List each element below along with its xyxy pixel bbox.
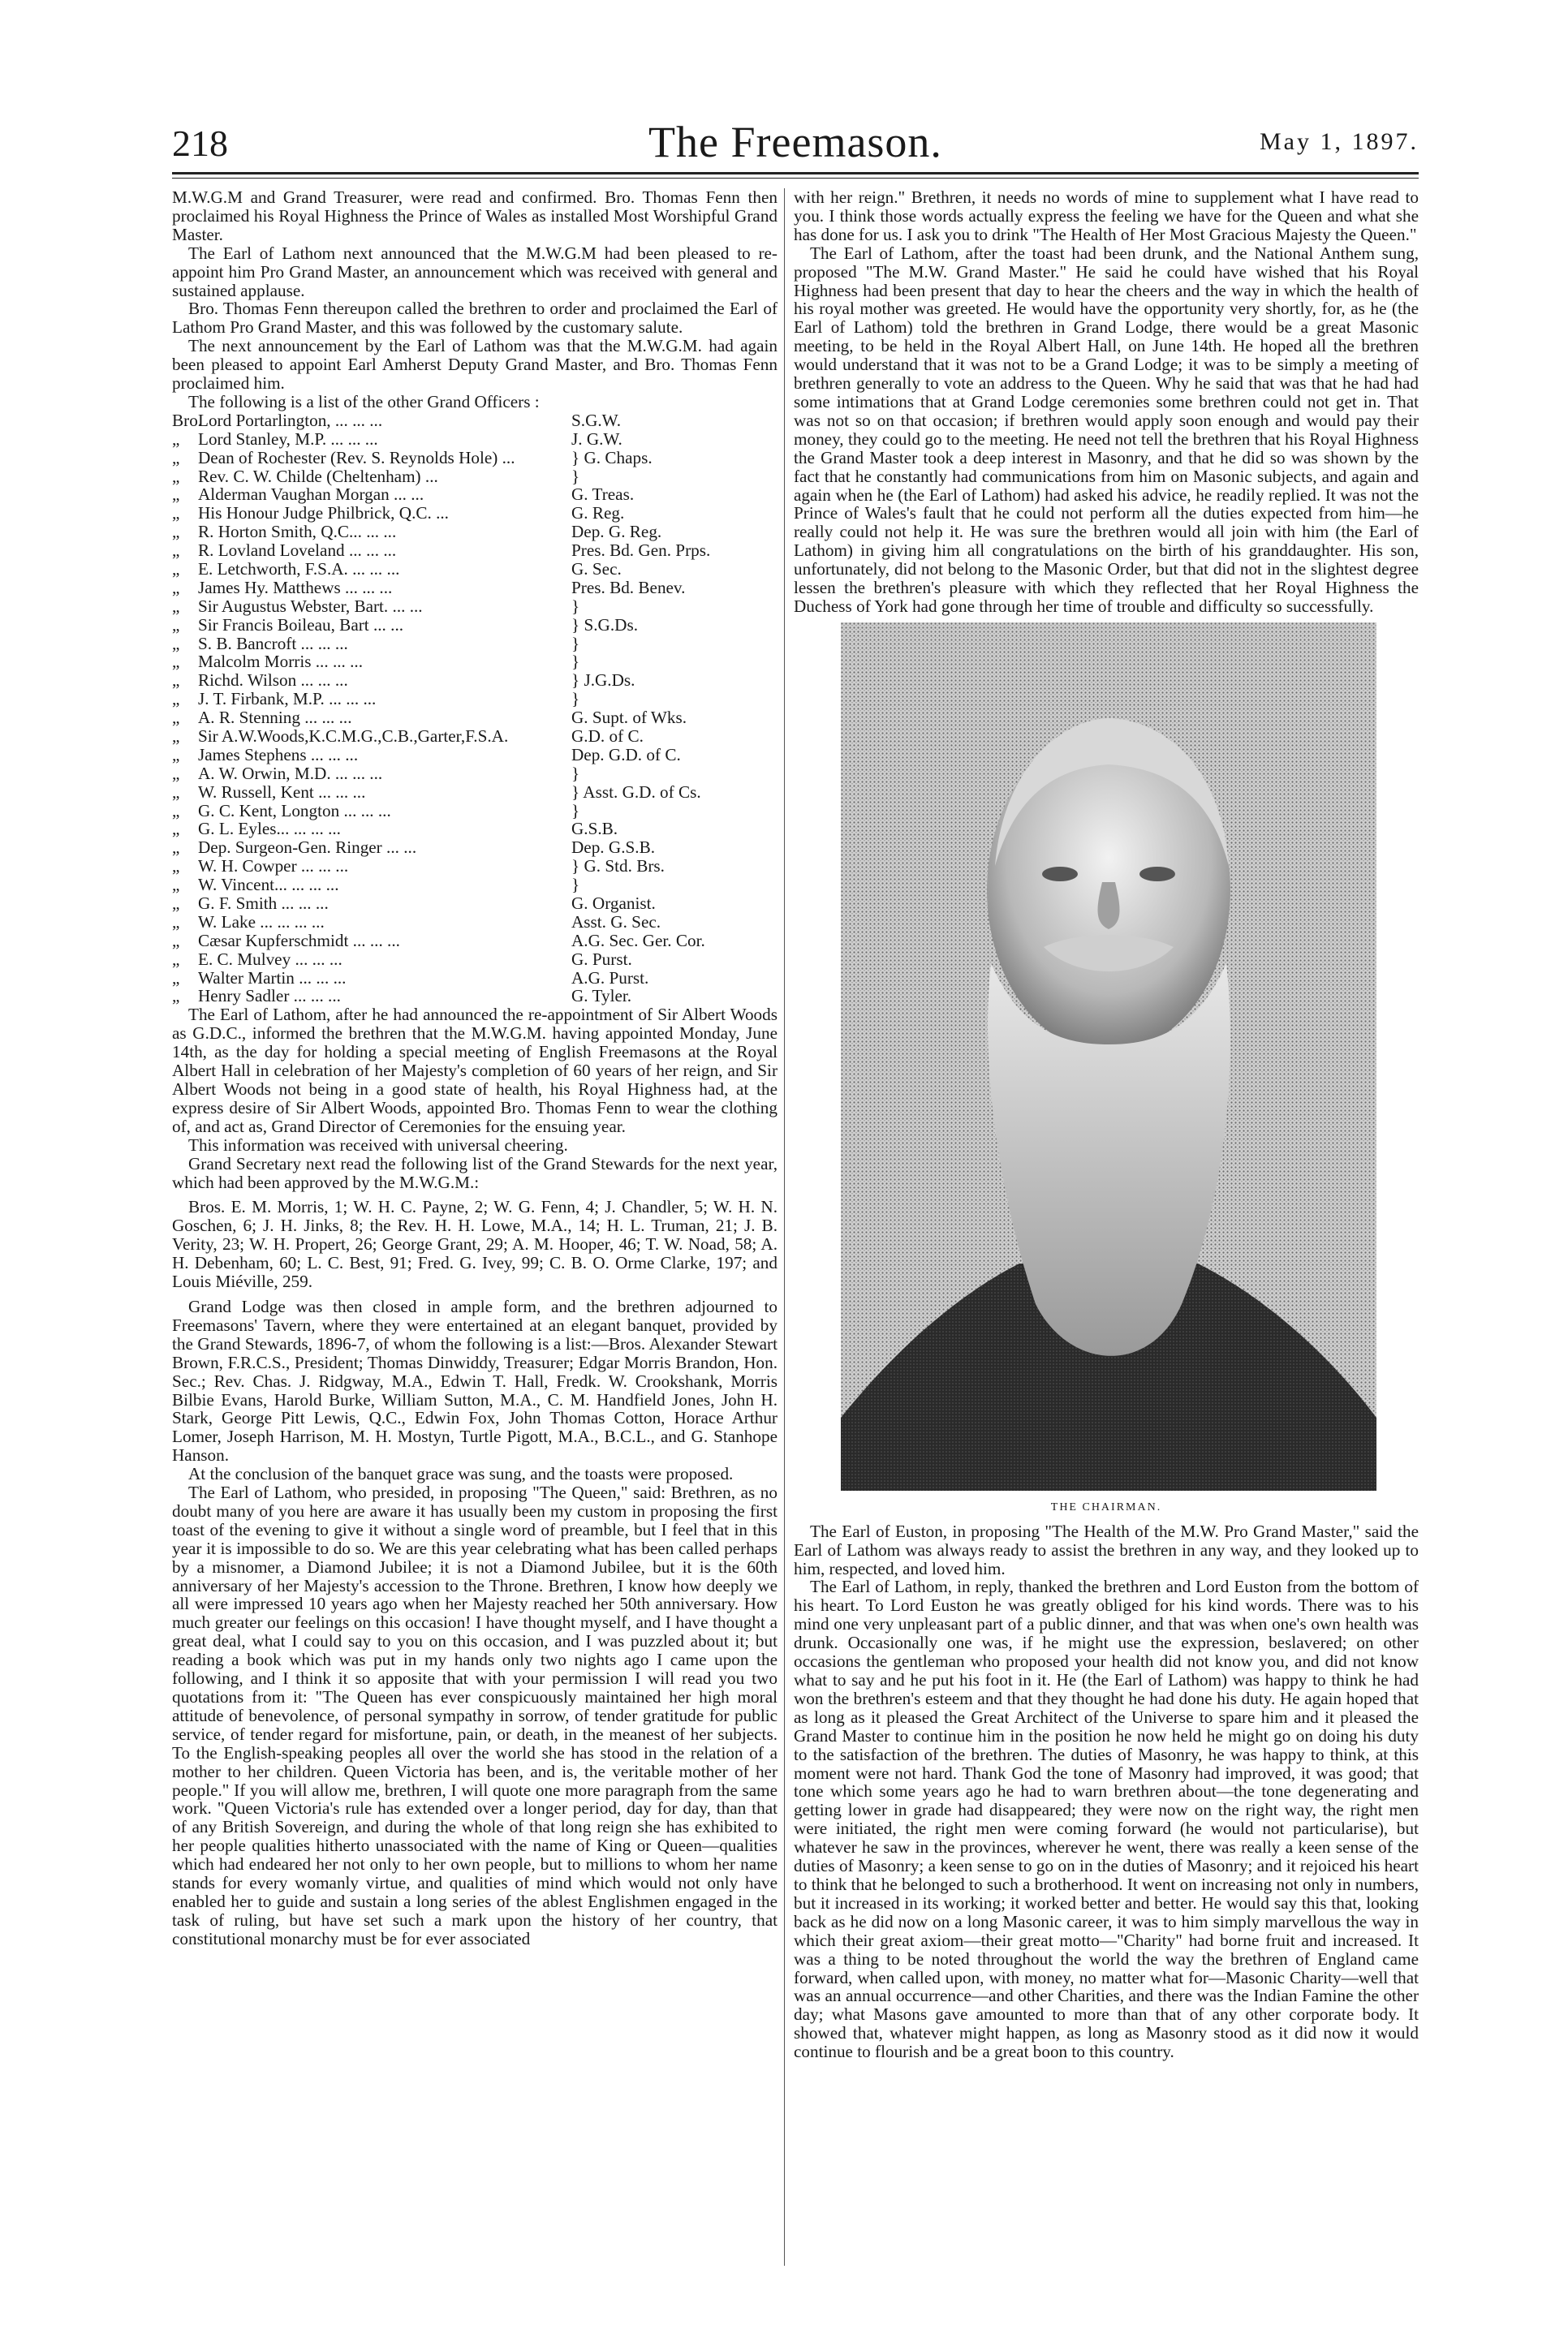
officer-title: } [571,689,580,709]
officer-title: G. Purst. [571,949,632,969]
officer-title: Dep. G.S.B. [571,837,655,858]
officer-title: } G. Std. Brs. [571,856,665,876]
officer-row [172,652,778,671]
column-divider [784,188,785,2266]
officer-title: Dep. G.D. of C. [571,744,681,764]
officer-name: J. T. Firbank, M.P. ... ... ... [198,689,377,709]
officer-prefix: „ [172,911,180,932]
officer-prefix: „ [172,614,180,635]
officer-row [172,764,778,783]
officer-title: } Asst. G.D. of Cs. [571,781,701,802]
officer-row [172,430,778,449]
officer-title: } [571,633,580,653]
officer-prefix: „ [172,428,180,449]
officer-row [172,913,778,932]
officer-name: Lord Portarlington, ... ... ... [198,410,383,430]
officer-prefix: „ [172,708,180,728]
officer-row [172,671,778,690]
officer-name: Richd. Wilson ... ... ... [198,670,348,691]
paragraph: Grand Lodge was then closed in ample form, and the brethren adjourned to Freemasons' Tavern, where they were entertained at an elegant banquet, provided by the Grand Stewards, 1896-7, of whom the following is a list:—Bros. Alexander Stewart Brown, F.R.C.S., President; Thomas Dinwiddy, Treasurer; Edgar Morris Brandon, Hon. Sec.; Rev. Chas. J. Ridgway, M.A., Edwin T. Hall, Fredk. W. Crookshank, Morris Bilbie Evans, Harold Burke, William Sutton, M.A., C. M. Handfield Jones, John H. Stark, George Pitt Lewis, Q.C., Edwin Fox, John Thomas Cotton, Horace Arthur Lomer, Joseph Harrison, M. H. Mostyn, Turtle Pigott, M.A., B.C.L., and G. Stanhope Hanson. [172,1296,778,1466]
officer-name: R. Horton Smith, Q.C... ... ... [198,522,397,542]
officer-row [172,932,778,950]
officer-row [172,838,778,857]
officer-prefix: „ [172,800,180,820]
officer-prefix: „ [172,930,180,950]
officer-title: } [571,875,580,895]
officer-prefix: „ [172,447,180,467]
officer-name: James Stephens ... ... ... [198,744,359,764]
officer-prefix: „ [172,781,180,802]
grand-officers-list [172,411,778,1006]
officer-row [172,876,778,894]
paragraph: The Earl of Lathom, in reply, thanked the brethren and Lord Euston from the bottom of his heart. To Lord Euston he was greatly obliged for his kind words. There was to his mind one very unpleasant part of a public dinner, and that was when one's own health was drunk. Occasionally one was, if he might use the expression, beslavered; on other occasions the gentleman who proposed your health did not know you, and did not know what to say and he put his foot in it. He (the Earl of Lathom) was happy to think he had won the brethren's esteem and that they thought he had done his duty. He again hoped that as long as it pleased the Great Architect of the Universe to spare him and it pleased the Grand Master to continue him in the position he now held he might go on doing his duty to the satisfaction of the brethren. The duties of Masonry, he was happy to think, at this moment were not hard. Thank God the tone of Masonry had improved, it was good; that tone which some years ago he had to warn brethren about—the tone degenerating and getting lower in grade had disappeared; they were now on the right way, the right men were initiated, the right men were coming forward (he would not particularise), but whatever he saw in the provinces, wherever he went, there was really a keen sense of the duties of Masonry; a keen sense to go on in the duties of Masonry; and it rejoiced his heart to think that he belonged to such a brotherhood. It went on increasing not only in numbers, but it increased in its working; it worked better and better. He would say this that, looking back as he did now on a long Masonic career, it was to him simply marvellous the way in which their great axiom—their great motto—"Charity" had borne fruit and increased. It was a thing to be noted throughout the world the way the brethren of England came forward, when called upon, with money, no matter what for—Masonic Charity—well that was an annual occurrence—and other Charities, and there was the Indian Famine the other day; what Masons gave amounted to more than that of any other corporate body. It showed that, whatever might happen, as long as Masonry stood as it did now it would continue to flourish and be a great boon to this country. [794,1577,1419,2062]
officer-prefix: „ [172,577,180,597]
left-column [172,188,778,1948]
officer-name: G. C. Kent, Longton ... ... ... [198,800,391,820]
officer-row [172,616,778,635]
officer-name: A. W. Orwin, M.D. ... ... ... [198,763,383,783]
officer-title: A.G. Purst. [571,967,649,988]
officer-name: Alderman Vaughan Morgan ... ... [198,484,424,505]
officer-prefix: „ [172,596,180,616]
officer-title: G. Treas. [571,484,635,505]
officer-title: } [571,652,580,672]
officer-title: } [571,596,580,616]
officer-title: Pres. Bd. Benev. [571,577,686,597]
officer-title: G.D. of C. [571,726,644,747]
officer-name: Dep. Surgeon-Gen. Ringer ... ... [198,837,417,858]
officer-title: G. Supt. of Wks. [571,708,687,728]
officer-name: W. Russell, Kent ... ... ... [198,781,366,802]
officer-title: } G. Chaps. [571,447,653,467]
officer-title: } [571,800,580,820]
portrait-caption: THE CHAIRMAN. [1050,1500,1162,1513]
officer-prefix: „ [172,837,180,858]
officer-row [172,467,778,486]
officer-row [172,449,778,467]
officer-prefix: „ [172,522,180,542]
officer-prefix: „ [172,893,180,914]
issue-date: May 1, 1897. [1260,128,1419,155]
officer-title: A.G. Sec. Ger. Cor. [571,930,705,950]
officer-row [172,485,778,504]
paragraph: The Earl of Lathom, after he had announced the re-appointment of Sir Albert Woods as G.D.C., informed the brethren that the M.W.G.M. having appointed Monday, June 14th, as the day for holding a special meeting of English Freemasons at the Royal Albert Hall in celebration of her Majesty's completion of 60 years of her reign, and Sir Albert Woods not being in a good state of health, his Royal Highness had, at the express desire of Sir Albert Woods, appointed Bro. Thomas Fenn to wear the clothing of, and act as, Grand Director of Ceremonies for the ensuing year. [172,1005,778,1136]
paragraph: Bro. Thomas Fenn thereupon called the brethren to order and proclaimed the Earl of Lathom Pro Grand Master, and this was followed by the customary salute. [172,299,778,338]
officer-title: S.G.W. [571,410,622,430]
officer-prefix: „ [172,819,180,839]
paragraph: The Earl of Lathom, after the toast had been drunk, and the National Anthem sung, proposed "The M.W. Grand Master." He said he could have wished that his Royal Highness had been present that day to hear the cheers and the way in which the health of his royal mother was greeted. He would have the opportunity very shortly, for, as he (the Earl of Lathom) told the brethren in Grand Lodge, there would be a great Masonic meeting, to be held in the Royal Albert Hall, on June 14th. He hoped all the brethren would understand that it was not to be a Grand Lodge; it was to be simply a meeting of brethren generally to vote an address to the Queen. Why he said that was that he had had some intimations that at Grand Lodge ceremonies some brethren could not get in. That was not so on that occasion; if brethren would apply soon enough and would pay their money, they could go to the meeting. He need not tell the brethren that his Royal Highness the Grand Master took a deep interest in Masonry, and that he did so was shown by the fact that he constantly had communications from him on Masonic subjects, and again and again when he (the Earl of Lathom) had asked his advice, he readily replied. It was not the Prince of Wales's fault that he could not perform all the duties expected from him—he really could not help it. He was sure the brethren would all join with him (the Earl of Lathom) in giving him all congratulations on the birth of his granddaughter. His son, unfortunately, did not belong to the Masonic Order, but that did not in the slightest degree lessen the brethren's pleasure with which they reflected that her Royal Highness the Duchess of York had gone through her time of trouble and difficulty so successfully. [794,243,1419,616]
officer-title: G. Tyler. [571,986,632,1006]
header-rule-thin [172,178,1419,179]
officer-title: Pres. Bd. Gen. Prps. [571,540,711,561]
officer-name: Lord Stanley, M.P. ... ... ... [198,428,378,449]
officer-title: Asst. G. Sec. [571,911,661,932]
officer-name: G. F. Smith ... ... ... [198,893,329,914]
officer-name: Rev. C. W. Childe (Cheltenham) ... [198,466,438,486]
officer-row [172,783,778,802]
officer-name: Sir Augustus Webster, Bart. ... ... [198,596,423,616]
officer-row [172,504,778,523]
officer-prefix: „ [172,856,180,876]
officer-name: G. L. Eyles... ... ... ... [198,819,341,839]
chairman-portrait [841,622,1376,1491]
officer-name: R. Lovland Loveland ... ... ... [198,540,397,561]
officer-title: G.S.B. [571,819,618,839]
officer-row [172,635,778,653]
officer-prefix: „ [172,484,180,505]
officer-row [172,950,778,969]
officer-prefix: „ [172,949,180,969]
officer-prefix: „ [172,967,180,988]
paragraph: The next announcement by the Earl of Lathom was that the M.W.G.M. had again been pleased to appoint Earl Amherst Deputy Grand Master, and Bro. Thomas Fenn proclaimed him. [172,336,778,394]
officer-title: } S.G.Ds. [571,614,638,635]
officer-name: Walter Martin ... ... ... [198,967,347,988]
masthead-title: The Freemason. [648,118,942,166]
officer-prefix: „ [172,652,180,672]
paragraph: The Earl of Euston, in proposing "The Health of the M.W. Pro Grand Master," said the Earl of Lathom was always ready to assist the brethren in any way, and they looked up to him, respected, and loved him. [794,1521,1419,1578]
officer-row [172,802,778,820]
officer-row [172,523,778,541]
officer-name: Dean of Rochester (Rev. S. Reynolds Hole) ... [198,447,515,467]
officer-name: E. C. Mulvey ... ... ... [198,949,342,969]
officer-name: W. Lake ... ... ... ... [198,911,325,932]
officer-prefix: „ [172,466,180,486]
officer-name: Malcolm Morris ... ... ... [198,652,364,672]
officer-row [172,894,778,913]
officer-prefix: „ [172,633,180,653]
officer-row [172,708,778,727]
paragraph: The Earl of Lathom next announced that the M.W.G.M had been pleased to re-appoint him Pro Grand Master, an announcement which was received with general and sustained applause. [172,243,778,300]
officer-prefix: „ [172,986,180,1006]
officer-prefix: „ [172,540,180,561]
officer-row [172,597,778,616]
officer-name: E. Letchworth, F.S.A. ... ... ... [198,559,400,579]
officer-row [172,727,778,746]
officer-prefix: „ [172,763,180,783]
officer-name: Sir A.W.Woods,K.C.M.G.,C.B.,Garter,F.S.A. [198,726,509,747]
officer-prefix: Bro. [172,410,203,430]
officer-prefix: „ [172,670,180,691]
officer-title: Dep. G. Reg. [571,522,662,542]
officer-row [172,857,778,876]
officer-prefix: „ [172,726,180,747]
officer-title: } [571,466,580,486]
officer-row [172,987,778,1005]
paragraph: The following is a list of the other Grand Officers : [188,391,540,411]
paragraph: with her reign." Brethren, it needs no words of mine to supplement what I have read to you. I think those words actually express the feeling we have for the Queen and what she has done for us. I ask you to drink "The Health of Her Most Gracious Majesty the Queen." [794,187,1419,244]
officer-name: A. R. Stenning ... ... ... [198,708,352,728]
officer-title: G. Reg. [571,503,625,523]
officer-name: Cæsar Kupferschmidt ... ... ... [198,930,400,950]
grand-stewards-list: Bros. E. M. Morris, 1; W. H. C. Payne, 2; W. G. Fenn, 4; J. Chandler, 5; W. H. N. Goschen, 6; J. H. Jinks, 8; the Rev. H. H. Lowe, M.A., 14; H. L. Truman, 21; J. B. Verity, 23; W. H. Propert, 26; George Grant, 29; A. M. Hooper, 46; T. W. Noad, 58; A. H. Debenham, 60; L. C. Best, 91; Fred. G. Ivey, 99; C. B. O. Orme Clarke, 197; and Louis Miéville, 259. [172,1197,778,1292]
officer-title: } J.G.Ds. [571,670,635,691]
officer-row [172,969,778,988]
officer-prefix: „ [172,559,180,579]
officer-row [172,579,778,597]
officer-row [172,411,778,430]
right-column [794,188,1419,2061]
officer-prefix: „ [172,744,180,764]
officer-row [172,820,778,838]
header-rule [172,172,1419,174]
paragraph: This information was received with universal cheering. [188,1135,568,1155]
paragraph: The Earl of Lathom, who presided, in proposing "The Queen," said: Brethren, as no doubt many of you here are aware it has usually been my custom in proposing the first toast of the evening to give it without a single word of preamble, but I feel that in this year it is impossible to do so. We are this year celebrating what has been called perhaps by a misnomer, a Diamond Jubilee; it is not a Diamond Jubilee, but it is the 60th anniversary of her Majesty's accession to the Throne. Brethren, I know how deeply we all were impressed 10 years ago when her Majesty reached her 50th anniversary. How much greater our feelings on this occasion! I have thought myself, and I have thought a great deal, what I could say to you on this occasion, and I was puzzled about it; but reading a book which was put in my hands only two nights ago I came upon the following, and I think it so apposite that with your permission I will read you two quotations from it: "The Queen has ever conspicuously maintained her high moral attitude of benevolence, of personal sympathy in sorrow, of tender gratitude for public service, of tender regard for misfortune, pain, or death, in the meanest of her subjects. To the English-speaking peoples all over the world she has stood in the relation of a mother to her children. Queen Victoria has been, and is, the veritable mother of her people." If you will allow me, brethren, I will quote one more paragraph from the same work. "Queen Victoria's rule has extended over a longer period, day for day, than that of any British Sovereign, and during the whole of that long reign she has exhibited to her people qualities hitherto unassociated with the name of King or Queen—qualities which had endeared her not only to her own people, but to millions to whom her name stands for every womanly virtue, and qualities of mind which would not only have enabled her to guide and sustain a long series of the ablest Englishmen engaged in the task of ruling, but have set such a mark upon the history of her country, that constitutional monarchy must be for ever associated [172,1483,778,1948]
officer-prefix: „ [172,875,180,895]
portrait-engraving [841,622,1376,1491]
officer-row [172,690,778,708]
officer-row [172,746,778,764]
officer-row [172,541,778,560]
officer-title: G. Sec. [571,559,622,579]
page-number: 218 [172,123,228,164]
paragraph: At the conclusion of the banquet grace was sung, and the toasts were proposed. [188,1464,734,1484]
officer-row [172,560,778,579]
officer-title: } [571,763,580,783]
officer-name: His Honour Judge Philbrick, Q.C. ... [198,503,449,523]
officer-name: W. H. Cowper ... ... ... [198,856,349,876]
officer-name: Henry Sadler ... ... ... [198,986,341,1006]
officer-title: J. G.W. [571,428,622,449]
officer-prefix: „ [172,503,180,523]
officer-name: W. Vincent... ... ... ... [198,875,339,895]
officer-title: G. Organist. [571,893,656,914]
officer-name: Sir Francis Boileau, Bart ... ... [198,614,404,635]
officer-prefix: „ [172,689,180,709]
paragraph: Grand Secretary next read the following list of the Grand Stewards for the next year, which had been approved by the M.W.G.M.: [172,1153,778,1192]
page-header [172,118,1419,170]
paragraph: M.W.G.M and Grand Treasurer, were read and confirmed. Bro. Thomas Fenn then proclaimed his Royal Highness the Prince of Wales as installed Most Worshipful Grand Master. [172,187,778,244]
officer-name: James Hy. Matthews ... ... ... [198,577,393,597]
officer-name: S. B. Bancroft ... ... ... [198,633,348,653]
